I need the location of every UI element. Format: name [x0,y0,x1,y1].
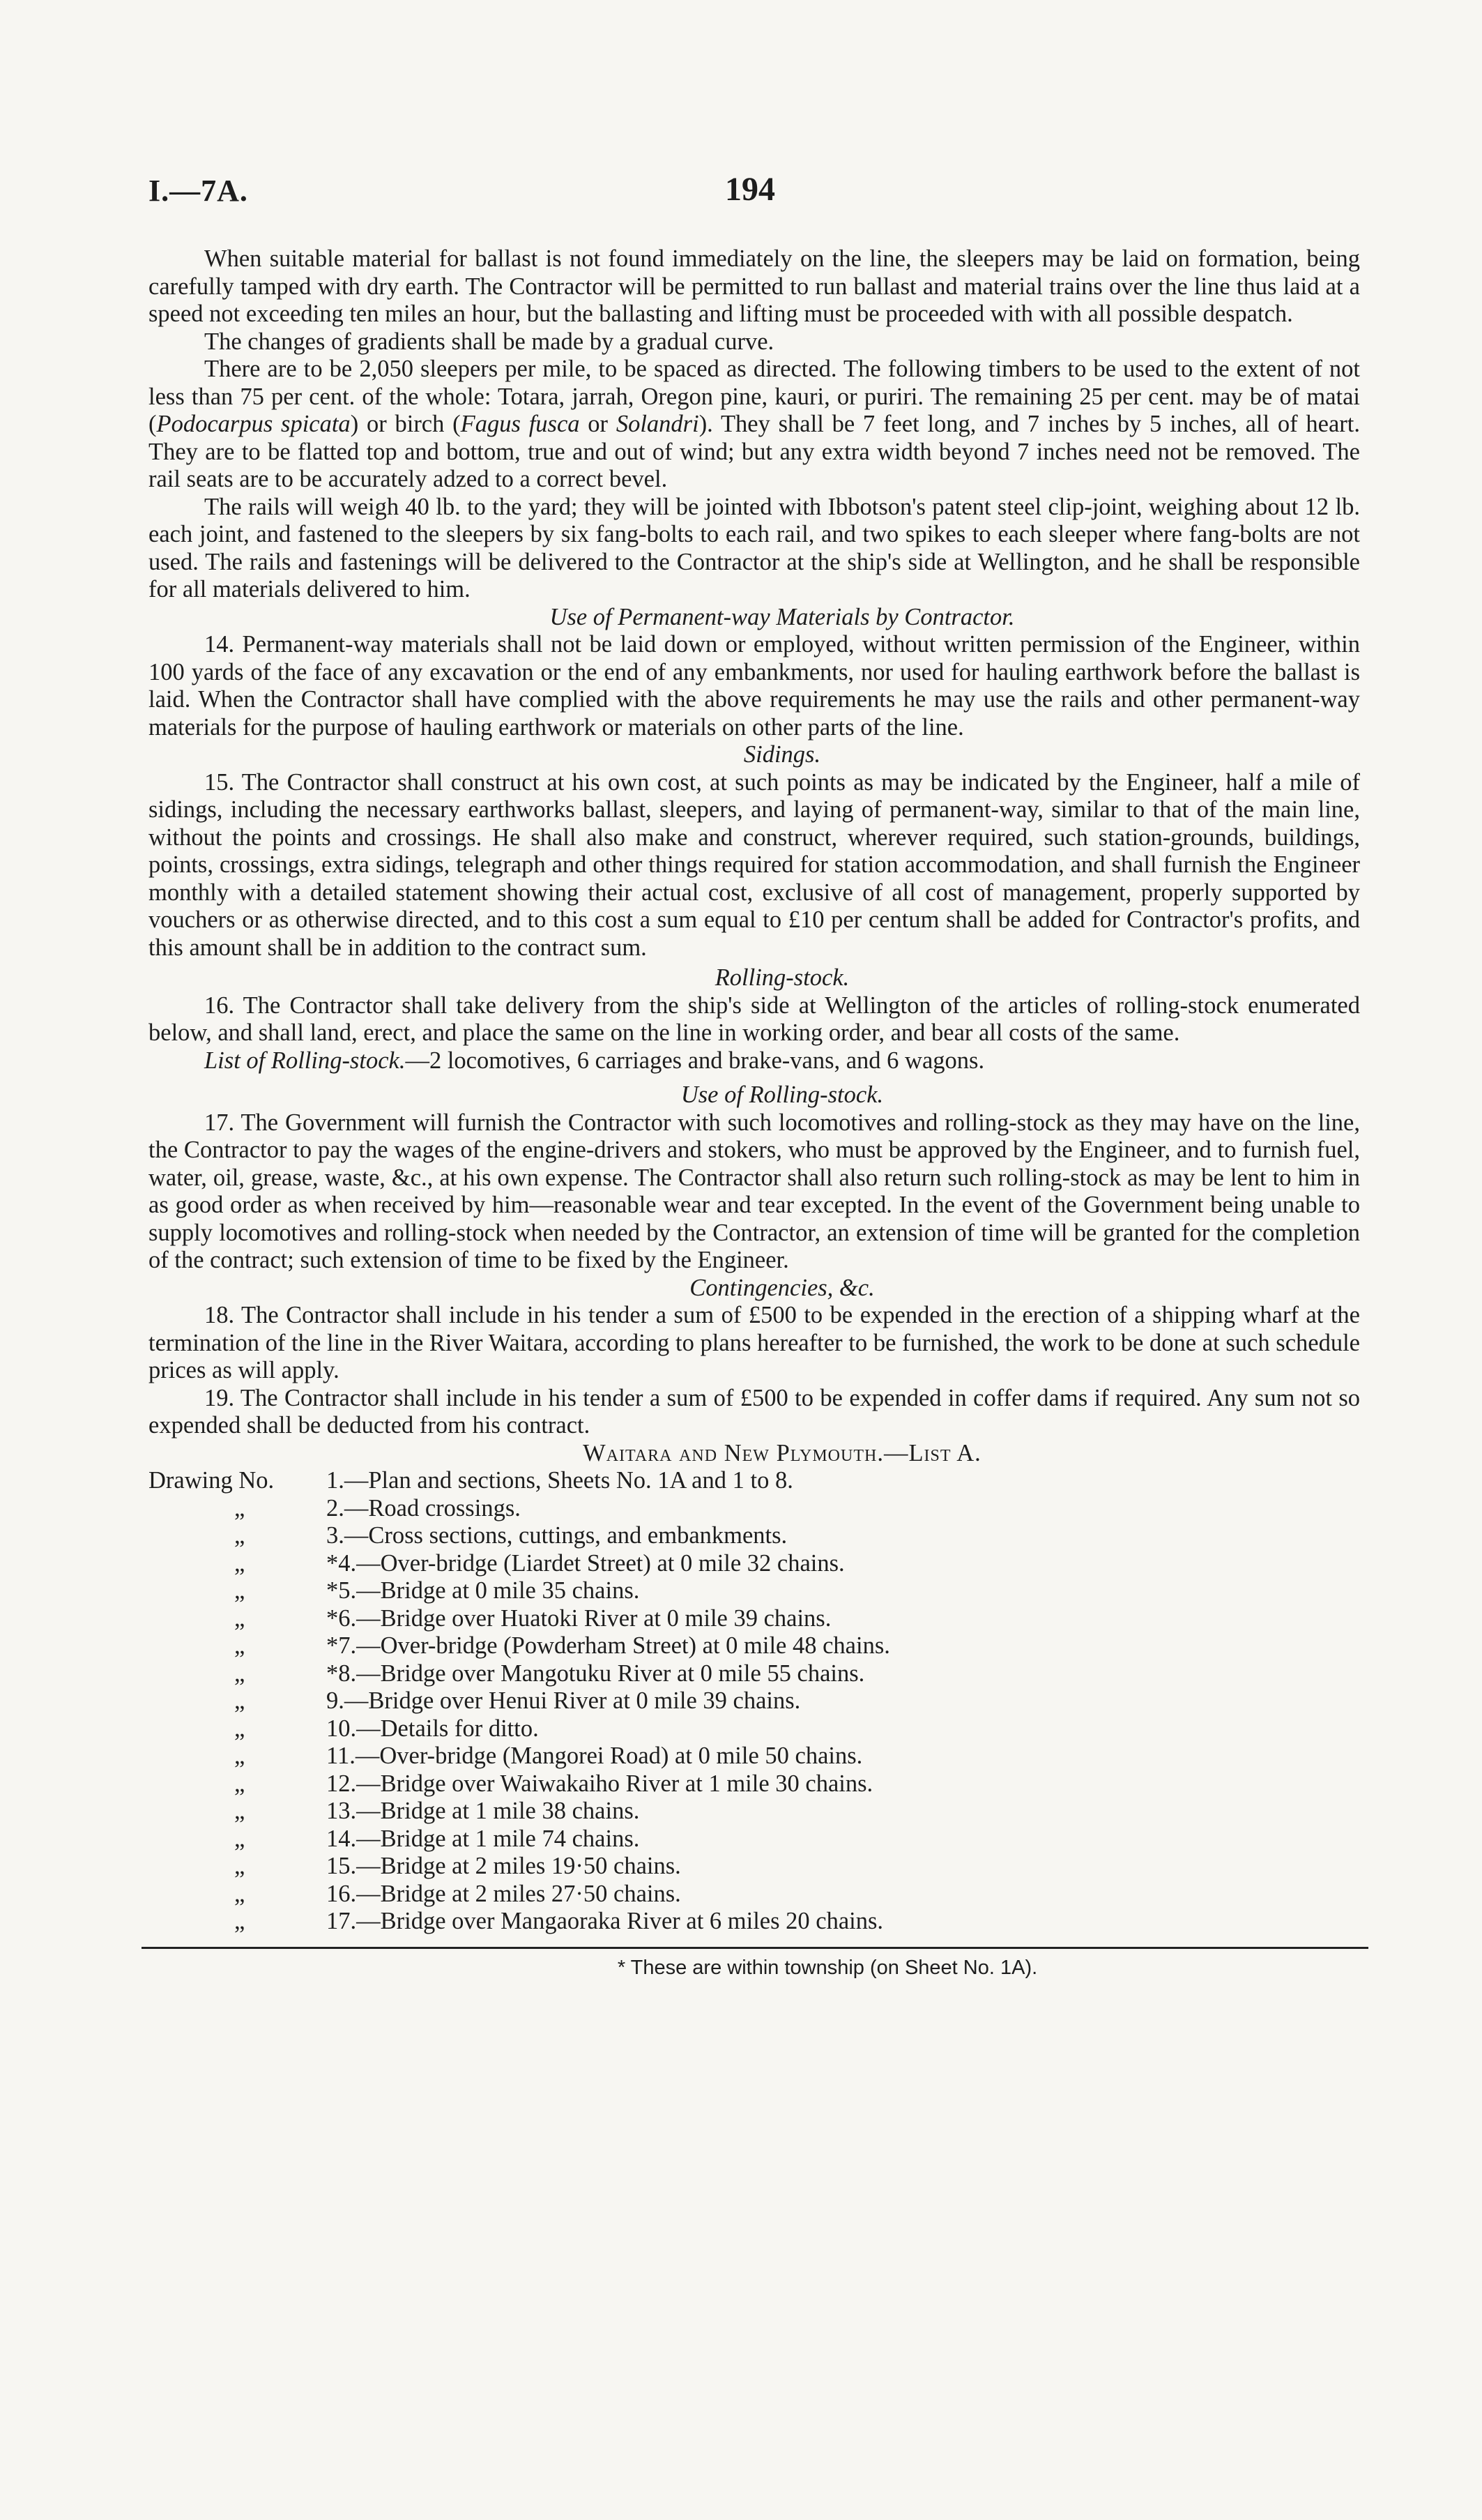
section-heading-sidings: Sidings. [743,741,821,768]
list-a-title: Waitara and New Plymouth.—List A. [583,1439,981,1466]
clause-19: 19. The Contractor shall include in his tender a sum of £500 to be expended in coffer dams if required. Any sum not so expended shall be deducted from his contract. [148,1384,1360,1439]
list-item: „ 15.—Bridge at 2 miles 19·50 chains. [234,1853,681,1879]
clause-17: 17. The Government will furnish the Contractor with such locomotives and rolling-stock as they may have on the line, the Contractor to pay the wages of the engine-drivers and stokers, who must be approved by the Engineer, and to furnish fuel, water, oil, grease, waste, &c., at his own expense. The Contractor shall also return such rolling-stock as may be lent to him in as good order as when received by him—reasonable wear and tear excepted. In the event of the Government being unable to supply locomotives and rolling-stock when needed by the Contractor, an extension of time will be granted for the completion of the contract; such extension of time to be fixed by the Engineer. [148,1109,1360,1273]
rails-paragraph: The rails will weigh 40 lb. to the yard; they will be jointed with Ibbotson's patent steel clip-joint, weighing about 12 lb. each joint, and fastened to the sleepers by six fang-bolts to each rail, and two spikes to each sleeper where fang-bolts are not used. The rails and fastenings will be delivered to the Contractor at the ship's side at Wellington, and he shall be responsible for all materials delivered to him. [148,493,1360,602]
section-heading-use-rolling-stock: Use of Rolling-stock. [680,1081,884,1108]
list-item: „ 12.—Bridge over Waiwakaiho River at 1 mile 30 chains. [234,1770,873,1797]
page-reference: I.—7A. [148,174,248,208]
list-item: „ *4.—Over-bridge (Liardet Street) at 0 mile 32 chains. [234,1549,845,1577]
list-item: „ *8.—Bridge over Mangotuku River at 0 mile 55 chains. [234,1660,865,1687]
list-item: „ 16.—Bridge at 2 miles 27·50 chains. [234,1880,681,1907]
page-number: 194 [725,171,775,208]
rolling-stock-list: List of Rolling-stock.—2 locomotives, 6 carriages and brake-vans, and 6 wagons. [204,1047,985,1074]
list-item: „ *6.—Bridge over Huatoki River at 0 mile 39 chains. [234,1604,832,1632]
ballast-paragraph: When suitable material for ballast is not found immediately on the line, the sleepers may be laid on formation, being carefully tamped with dry earth. The Contractor will be permitted to run ballast and material trains over the line thus laid at a speed not exceeding ten miles an hour, but the ballasting and lifting must be proceeded with with all possible despatch. [148,245,1360,327]
list-item: „ *5.—Bridge at 0 mile 35 chains. [234,1577,640,1604]
footnote: * These are within township (on Sheet No. 1A). [617,1956,1038,1979]
clause-16: 16. The Contractor shall take delivery from the ship's side at Wellington of the articles of rolling-stock enumerated below, and shall land, erect, and place the same on the line in working order, and bear all costs of the same. [148,992,1360,1046]
list-item: „ 10.—Details for ditto. [234,1715,539,1742]
list-item: „ 11.—Over-bridge (Mangorei Road) at 0 mile 50 chains. [234,1743,863,1769]
list-item: „ 3.—Cross sections, cuttings, and embankments. [234,1522,788,1549]
list-item: „ 2.—Road crossings. [234,1494,521,1521]
list-item: „ *7.—Over-bridge (Powderham Street) at 0 mile 48 chains. [234,1632,890,1659]
document-body [148,245,1360,1982]
list-item: „ 17.—Bridge over Mangaoraka River at 6 miles 20 chains. [234,1908,884,1934]
section-heading-contingencies: Contingencies, &c. [689,1274,875,1301]
list-item: „ 14.—Bridge at 1 mile 74 chains. [234,1825,640,1852]
footnote-divider [142,1947,1368,1949]
gradients-paragraph: The changes of gradients shall be made by a gradual curve. [204,328,774,355]
list-item: „ 9.—Bridge over Henui River at 0 mile 39 chains. [234,1687,801,1714]
list-item: „ 13.—Bridge at 1 mile 38 chains. [234,1798,640,1824]
list-item: Drawing No. 1.—Plan and sections, Sheets No. 1A and 1 to 8. [148,1467,793,1494]
drawing-list [148,1467,1360,1936]
sleepers-paragraph: There are to be 2,050 sleepers per mile, to be spaced as directed. The following timbers to be used to the extent of not less than 75 per cent. of the whole: Totara, jarrah, Oregon pine, kauri, or puriri. The remaining 25 per cent. may be of matai (Podocarpus spicata) or birch (Fagus fusca or Solandri). They shall be 7 feet long, and 7 inches by 5 inches, all of heart. They are to be flatted top and bottom, true and out of wind; but any extra width beyond 7 inches need not be removed. The rail seats are to be accurately adzed to a correct bevel. [148,356,1360,492]
section-heading-permanent-way: Use of Permanent-way Materials by Contractor. [549,603,1015,630]
clause-18: 18. The Contractor shall include in his tender a sum of £500 to be expended in the erection of a shipping wharf at the termination of the line in the River Waitara, according to plans hereafter to be furnished, the work to be done at such schedule prices as will apply. [148,1302,1360,1383]
clause-14: 14. Permanent-way materials shall not be laid down or employed, without written permission of the Engineer, within 100 yards of the face of any excavation or the end of any embankments, nor used for hauling earthwork before the ballast is laid. When the Contractor shall have complied with the above requirements he may use the rails and other permanent-way materials for the purpose of hauling earthwork or materials on other parts of the line. [148,631,1360,741]
section-heading-rolling-stock: Rolling-stock. [715,964,850,991]
clause-15: 15. The Contractor shall construct at his own cost, at such points as may be indicated by the Engineer, half a mile of sidings, including the necessary earthworks ballast, sleepers, and laying of permanent-way, similar to that of the main line, without the points and crossings. He shall also make and construct, wherever required, such station-grounds, buildings, points, crossings, extra sidings, telegraph and other things required for station accommodation, and shall furnish the Engineer monthly with a detailed statement showing their actual cost, exclusive of all cost of management, properly supported by vouchers or as otherwise directed, and to this cost a sum equal to £10 per centum shall be added for Contractor's profits, and this amount shall be in addition to the contract sum. [148,768,1360,961]
